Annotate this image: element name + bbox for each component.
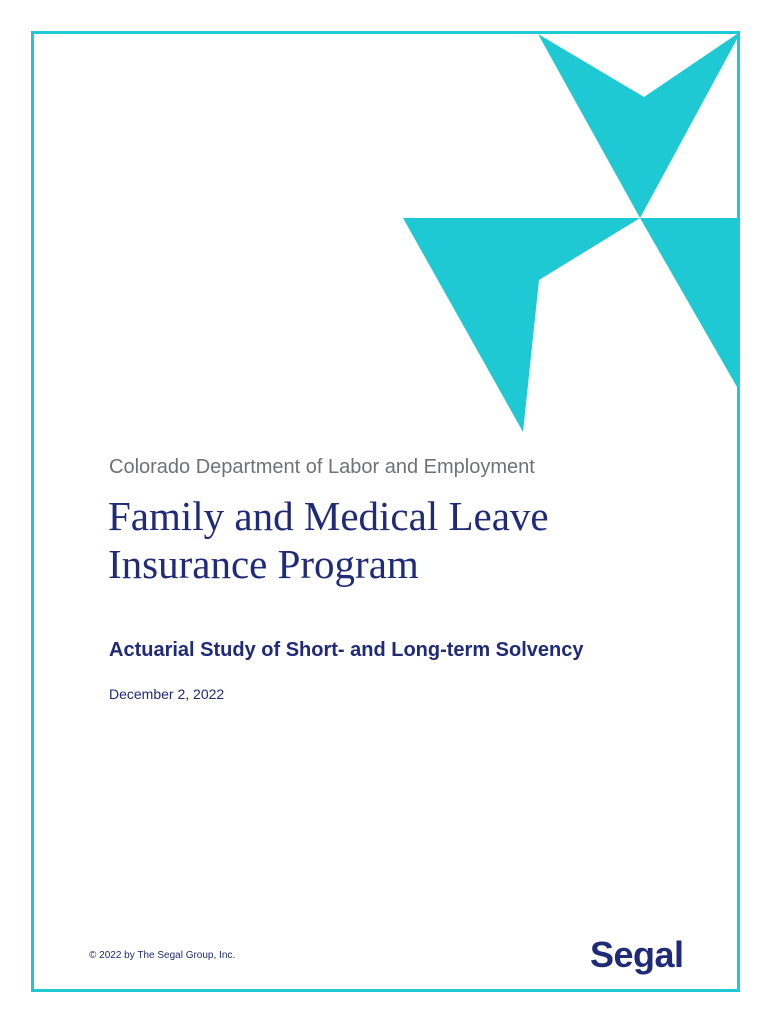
star-right-arm xyxy=(640,218,737,387)
document-date: December 2, 2022 xyxy=(109,686,225,702)
document-title xyxy=(108,492,549,588)
document-subtitle: Actuarial Study of Short- and Long-term Solvency xyxy=(109,639,584,661)
segal-logo: Segal xyxy=(590,934,684,975)
star-left-arm xyxy=(403,218,640,432)
title-line-1: Family and Medical Leave xyxy=(108,493,549,539)
star-top-arm xyxy=(538,34,737,218)
organization-name: Colorado Department of Labor and Employment xyxy=(109,456,535,478)
title-line-2: Insurance Program xyxy=(108,541,419,587)
copyright-notice: © 2022 by The Segal Group, Inc. xyxy=(89,950,236,961)
